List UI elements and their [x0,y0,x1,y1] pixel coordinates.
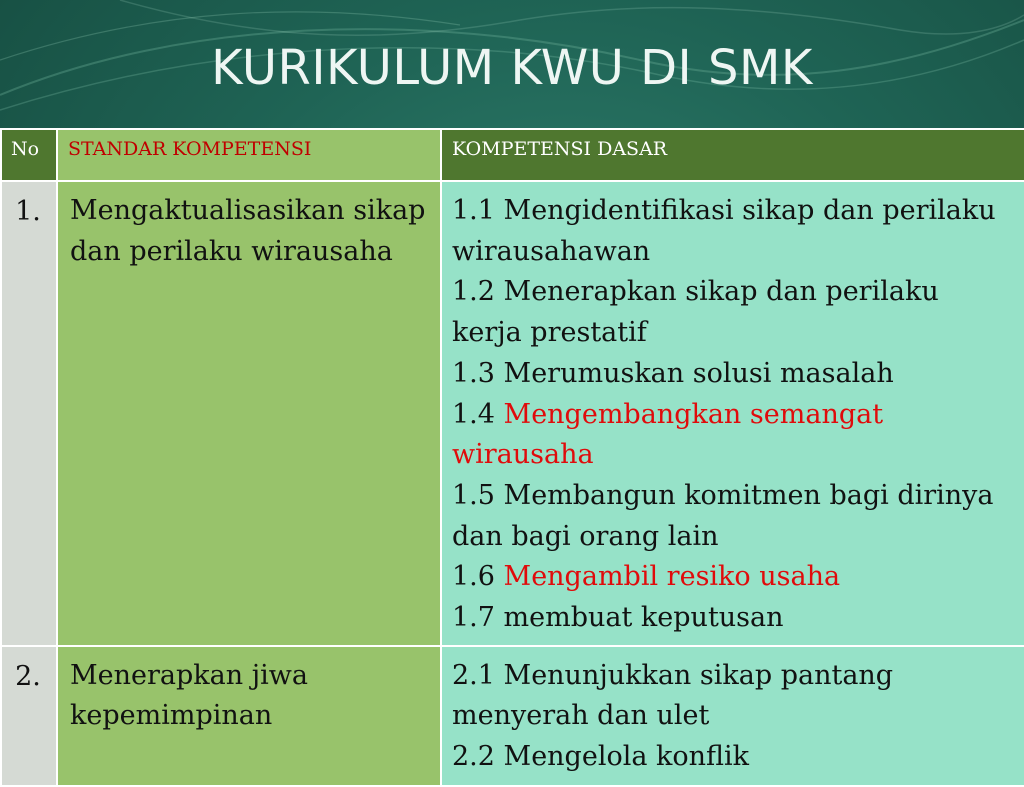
kd-item [452,272,1014,353]
table-header-row [1,129,1024,181]
kompetensi-dasar-cell [441,181,1024,646]
kd-number: 1.7 [452,602,495,634]
kd-item [452,395,1014,476]
kd-number: 1.2 [452,276,495,308]
kd-item [452,557,1014,598]
kd-text: Merumuskan solusi masalah [503,357,894,389]
kd-text: Menunjukkan sikap pantang menyerah dan ulet [452,659,894,732]
kd-number: 2.1 [452,659,495,691]
kd-text: Menerapkan sikap dan perilaku kerja prestatif [452,276,939,349]
table-row [1,646,1024,786]
kompetensi-dasar-cell [441,646,1024,786]
header-kompetensi-dasar: KOMPETENSI DASAR [441,129,1024,181]
kd-item [452,476,1014,557]
standar-kompetensi-cell: Mengaktualisasikan sikap dan perilaku wirausaha [57,181,441,646]
kd-text: membuat keputusan [503,602,784,634]
kd-number: 1.3 [452,357,495,389]
kd-text: Mengelola konflik [503,741,750,773]
table-row [1,181,1024,646]
kd-number: 1.1 [452,195,495,226]
kd-text: Mengidentifikasi sikap dan perilaku wirausahawan [452,195,996,267]
kd-item [452,598,1014,639]
kd-number: 2.2 [452,741,495,773]
standar-kompetensi-cell: Menerapkan jiwa kepemimpinan [57,646,441,786]
competency-table [0,128,1024,787]
header-no: No [1,129,57,181]
kd-item [452,354,1014,395]
row-number: 1. [1,181,57,646]
kd-text: Membangun komitmen bagi dirinya dan bagi orang lain [452,479,994,552]
row-number: 2. [1,646,57,786]
kd-item [452,191,1014,272]
kd-text-highlighted: Mengembangkan semangat wirausaha [452,398,884,471]
kd-number: 1.5 [452,479,495,511]
kd-item [452,737,1014,778]
kd-item [452,656,1014,737]
kd-number: 1.4 [452,398,495,430]
kd-text-highlighted: Mengambil resiko usaha [503,561,841,593]
header-standar-kompetensi: STANDAR KOMPETENSI [57,129,441,181]
kd-number: 1.6 [452,561,495,593]
slide-title: KURIKULUM KWU DI SMK [211,40,813,96]
